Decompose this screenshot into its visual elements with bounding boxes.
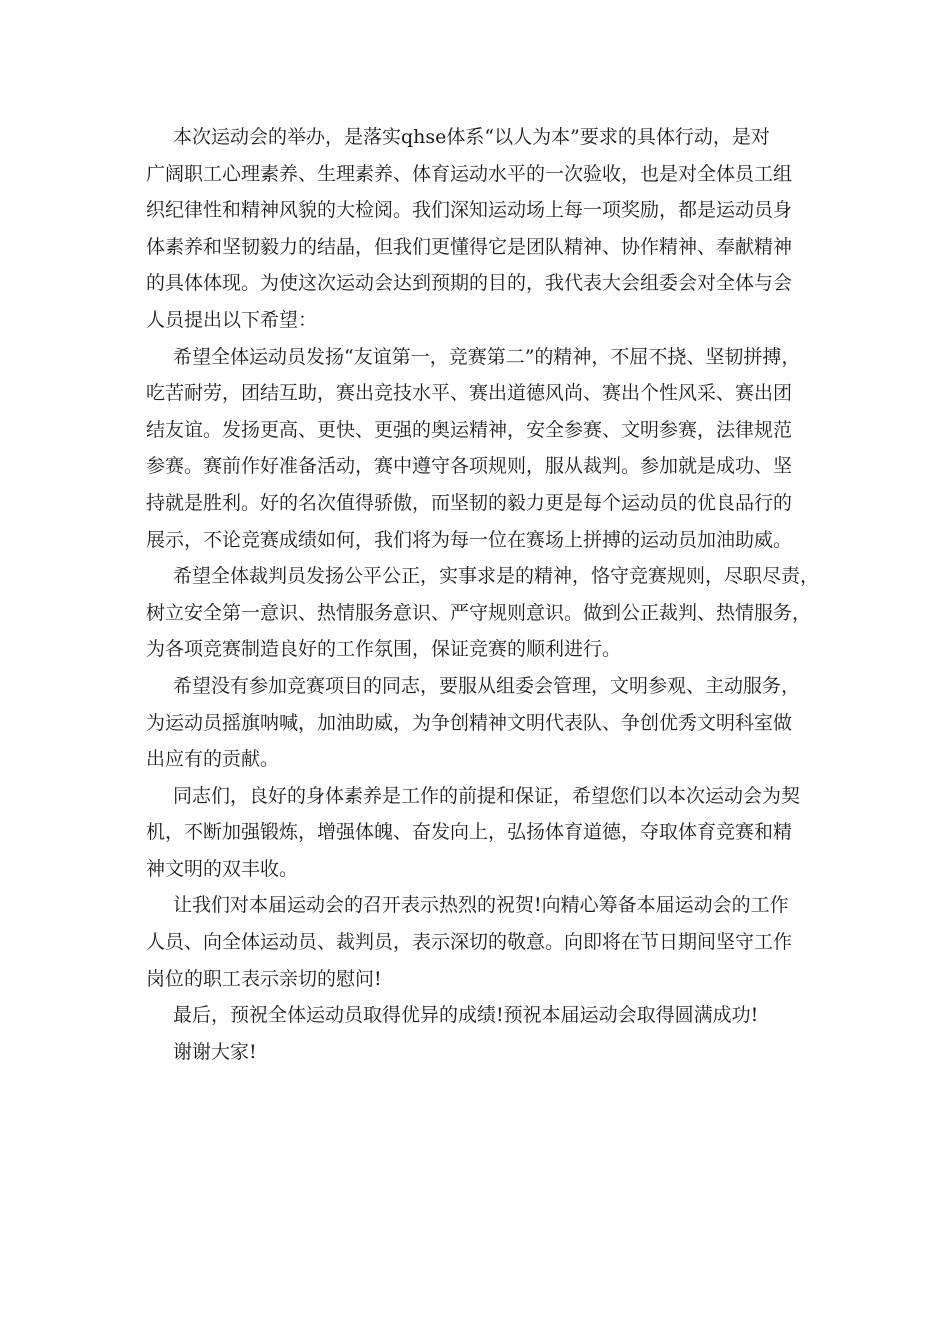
paragraph-7	[146, 997, 836, 1034]
paragraph-1	[146, 119, 836, 339]
paragraph-6	[146, 887, 836, 997]
text-line: 出应有的贡献。	[146, 748, 280, 771]
text-line: 展示，不论竞赛成绩如何，我们将为每一位在赛场上拼搏的运动员加油助威。	[146, 528, 793, 551]
text-line: 为各项竞赛制造良好的工作氛围，保证竞赛的顺利进行。	[146, 638, 622, 661]
text-line: 树立安全第一意识、热情服务意识、严守规则意识。做到公正裁判、热情服务，	[146, 601, 812, 624]
text-line: 神文明的双丰收。	[146, 857, 299, 880]
text-line: 同志们，良好的身体素养是工作的前提和保证，希望您们以本次运动会为契	[173, 784, 801, 807]
paragraph-5	[146, 778, 836, 888]
text-line: 吃苦耐劳，团结互助，赛出竞技水平、赛出道德风尚、赛出个性风采、赛出团	[146, 382, 793, 405]
text-line: 谢谢大家!	[173, 1040, 257, 1063]
text-line: 希望没有参加竞赛项目的同志，要服从组委会管理，文明参观、主动服务，	[173, 674, 801, 697]
text-line: 让我们对本届运动会的召开表示热烈的祝贺!向精心筹备本届运动会的工作	[173, 894, 789, 917]
text-line: 结友谊。发扬更高、更快、更强的奥运精神，安全参赛、文明参赛，法律规范	[146, 418, 793, 441]
text-line: 岗位的职工表示亲切的慰问!	[146, 967, 382, 990]
text-line: 人员提出以下希望：	[146, 308, 318, 331]
text-line: 持就是胜利。好的名次值得骄傲，而坚韧的毅力更是每个运动员的优良品行的	[146, 491, 793, 514]
text-line: 希望全体运动员发扬“友谊第一，竞赛第二”的精神，不屈不挠、坚韧拼搏，	[173, 345, 801, 368]
paragraph-8	[146, 1034, 836, 1071]
paragraph-2	[146, 339, 836, 559]
text-line: 希望全体裁判员发扬公平公正，实事求是的精神，恪守竞赛规则，尽职尽责，	[173, 565, 820, 588]
text-line: 织纪律性和精神风貌的大检阅。我们深知运动场上每一项奖励，都是运动员身	[146, 199, 793, 222]
text-line: 本次运动会的举办，是落实qhse体系“以人为本”要求的具体行动，是对	[173, 126, 770, 148]
text-line: 体素养和坚韧毅力的结晶，但我们更懂得它是团队精神、协作精神、奉献精神	[146, 235, 793, 258]
paragraph-3	[146, 558, 836, 668]
text-line: 人员、向全体运动员、裁判员，表示深切的敬意。向即将在节日期间坚守工作	[146, 931, 793, 954]
text-line: 最后，预祝全体运动员取得优异的成绩!预祝本届运动会取得圆满成功!	[173, 1004, 759, 1027]
text-line: 机，不断加强锻炼，增强体魄、奋发向上，弘扬体育道德，夺取体育竞赛和精	[146, 821, 793, 844]
document-body	[146, 119, 836, 1070]
paragraph-4	[146, 668, 836, 778]
text-line: 参赛。赛前作好准备活动，赛中遵守各项规则，服从裁判。参加就是成功、坚	[146, 455, 793, 478]
text-line: 广阔职工心理素养、生理素养、体育运动水平的一次验收，也是对全体员工组	[146, 162, 793, 185]
text-line: 的具体体现。为使这次运动会达到预期的目的，我代表大会组委会对全体与会	[146, 272, 793, 295]
text-line: 为运动员摇旗呐喊，加油助威，为争创精神文明代表队、争创优秀文明科室做	[146, 711, 793, 734]
